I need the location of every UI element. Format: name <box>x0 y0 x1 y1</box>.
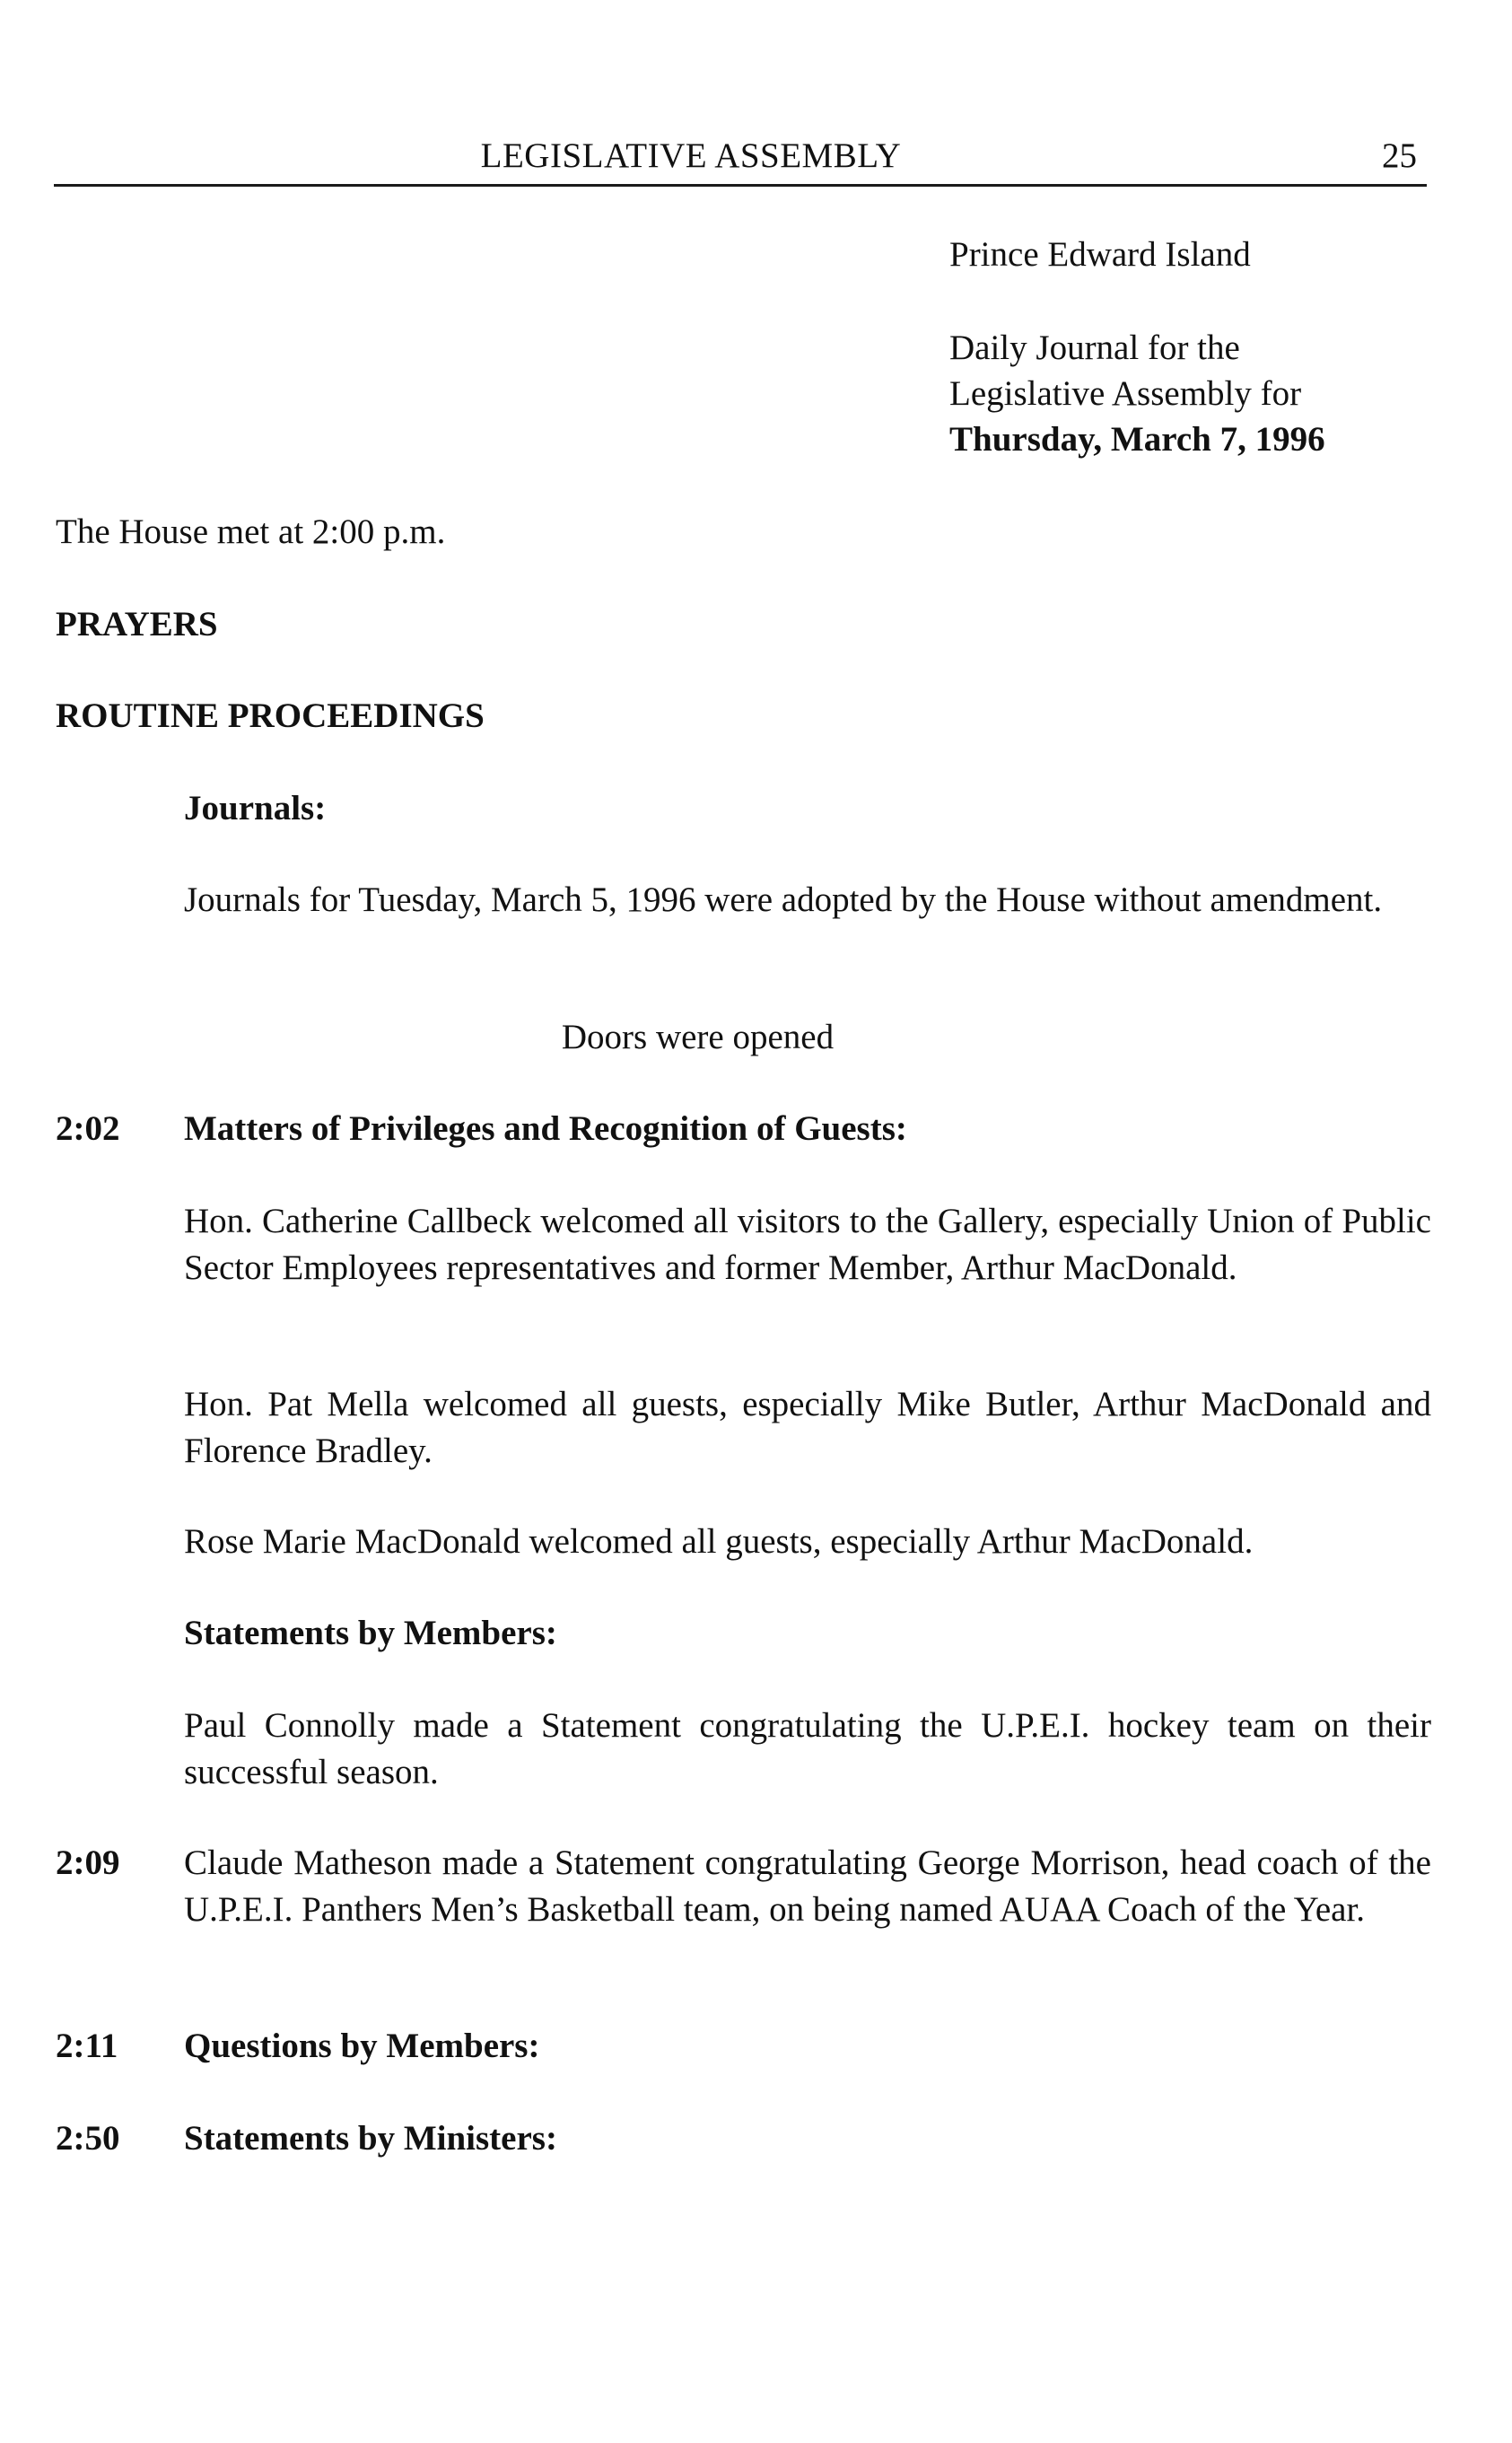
privileges-paragraph-3: Rose Marie MacDonald welcomed all guests, especially Arthur MacDonald. <box>184 1522 1254 1561</box>
journal-date: Thursday, March 7, 1996 <box>949 420 1325 459</box>
page-number: 25 <box>1382 136 1417 175</box>
house-met-text: The House met at 2:00 p.m. <box>56 512 446 551</box>
privileges-heading: Matters of Privileges and Recognition of Guests: <box>184 1109 907 1148</box>
statements-ministers-heading: Statements by Ministers: <box>184 2119 557 2158</box>
page-header-title: LEGISLATIVE ASSEMBLY <box>480 136 902 175</box>
time-stamp: 2:50 <box>56 2119 120 2158</box>
time-stamp: 2:09 <box>56 1843 120 1882</box>
routine-proceedings-heading: ROUTINE PROCEEDINGS <box>56 696 485 735</box>
journal-line-1: Daily Journal for the <box>949 328 1240 367</box>
header-divider <box>54 184 1427 187</box>
doors-opened-note: Doors were opened <box>561 1018 835 1056</box>
time-stamp: 2:11 <box>56 2027 118 2065</box>
statements-paragraph-2: Claude Matheson made a Statement congratulating George Morrison, head coach of the U.P.E.I. Panthers Men’s Basketball team, on being named AUAA Coach of the Year. <box>184 1843 1431 1929</box>
questions-heading: Questions by Members: <box>184 2027 540 2065</box>
privileges-paragraph-2: Hon. Pat Mella welcomed all guests, especially Mike Butler, Arthur MacDonald and Florence Bradley. <box>184 1385 1431 1470</box>
statements-members-heading: Statements by Members: <box>184 1614 557 1652</box>
privileges-paragraph-1: Hon. Catherine Callbeck welcomed all visitors to the Gallery, especially Union of Public Sector Employees representatives and former Member, Arthur MacDonald. <box>184 1202 1431 1287</box>
province-name: Prince Edward Island <box>949 235 1251 274</box>
time-stamp: 2:02 <box>56 1109 120 1148</box>
journals-heading: Journals: <box>184 789 327 827</box>
journals-paragraph: Journals for Tuesday, March 5, 1996 were adopted by the House without amendment. <box>184 880 1383 919</box>
statements-paragraph-1: Paul Connolly made a Statement congratulating the U.P.E.I. hockey team on their successful season. <box>184 1706 1431 1791</box>
prayers-heading: PRAYERS <box>56 605 218 644</box>
journal-line-2: Legislative Assembly for <box>949 374 1302 413</box>
